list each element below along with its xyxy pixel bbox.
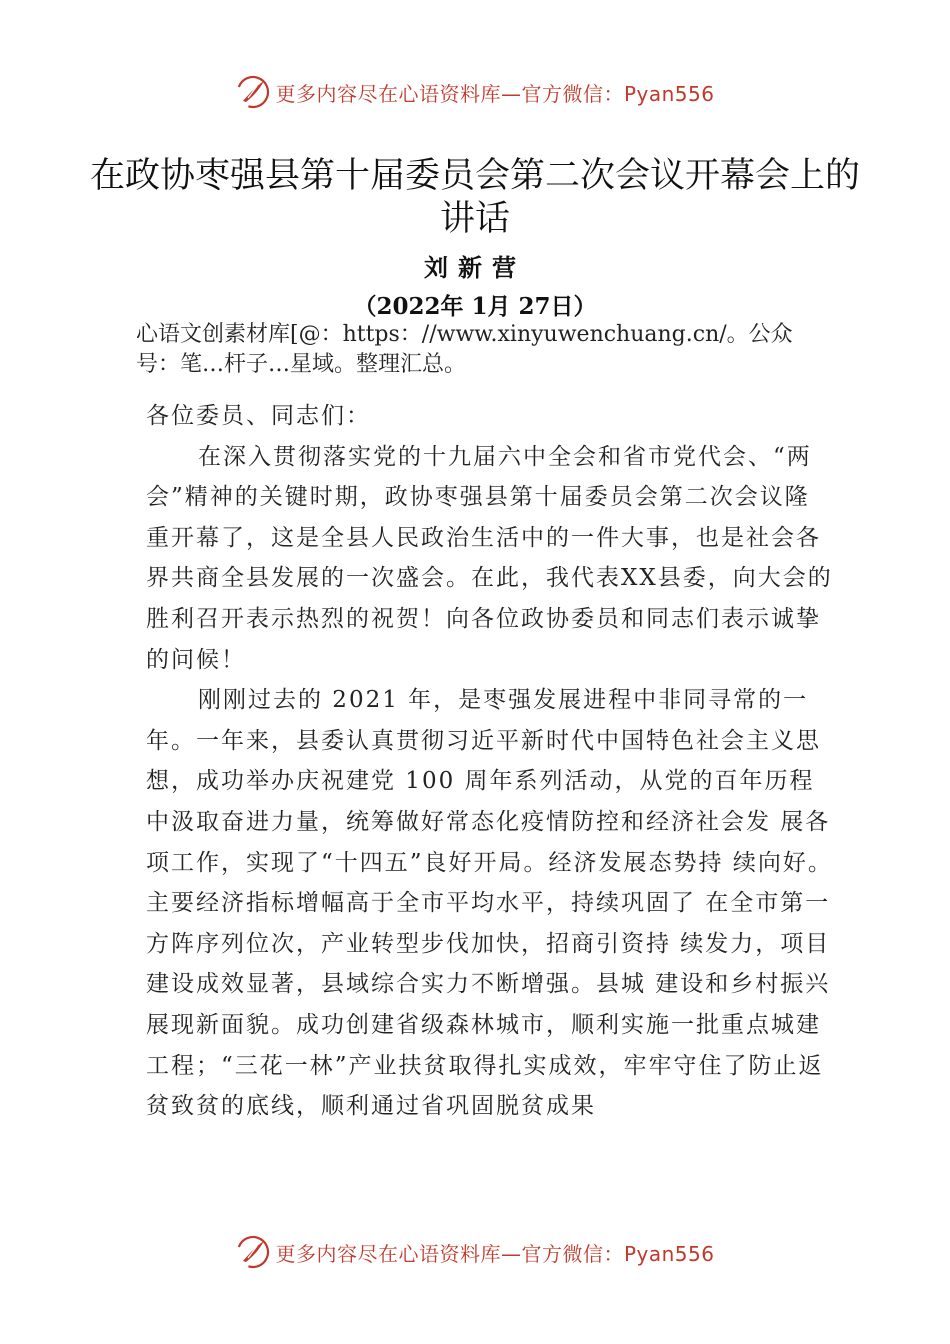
source-note: 心语文创素材库[@：https：//www.xinyuwenchuang.cn/。公众号：笔…杆子…星域。整理汇总。 (136, 322, 793, 377)
paragraph-1: 在深入贯彻落实党的十九届六中全会和省市党代会、“两会”精神的关键时期，政协枣强县第十届委员会第二次会议隆重开幕了，这是全县人民政治生活中的一件大事，也是社会各界共商全县发展的一次盛会。在此，我代表XX县委，向大会的胜利召开表示热烈的祝贺！向各位政协委员和同志们表示诚挚的问候！ (146, 443, 833, 673)
speech-body (146, 396, 834, 1127)
salutation: 各位委员、同志们： (146, 403, 371, 429)
watermark-footer (0, 1232, 950, 1272)
watermark-text: 更多内容尽在心语资料库—官方微信：Pyan556 (275, 1241, 715, 1266)
brush-leaf-logo-icon (235, 1234, 271, 1270)
document-date: （2022年 1月 27日） (353, 293, 597, 320)
document-author: 刘新营 (424, 253, 526, 282)
document-title: 在政协枣强县第十届委员会第二次会议开幕会上的讲话 (89, 156, 860, 239)
paragraph-2: 刚刚过去的 2021 年，是枣强发展进程中非同寻常的一年。一年来，县委认真贯彻习近平新时代中国特色社会主义思想，成功举办庆祝建党 100 周年系列活动，从党的百年历程中汲取奋进力量，统筹做好常态化疫情防控和经济社会发 展各项工作，实现了“十四五”良好开局。经济发展态势持 续向好。主要经济指标增幅高于全市平均水平，持续巩固了 在全市第一方阵序列位次，产业转型步伐加快，招商引资持 续发力，项目建设成效显著，县域综合实力不断增强。县城 建设和乡村振兴展现新面貌。成功创建省级森林城市，顺利实施一批重点城建工程；“三花一林”产业扶贫取得扎实成效，牢牢守住了防止返贫致贫的底线，顺利通过省巩固脱贫成果 (146, 687, 833, 1120)
watermark-header (0, 72, 950, 112)
brush-leaf-logo-icon (235, 74, 271, 110)
watermark-text: 更多内容尽在心语资料库—官方微信：Pyan556 (275, 81, 715, 106)
